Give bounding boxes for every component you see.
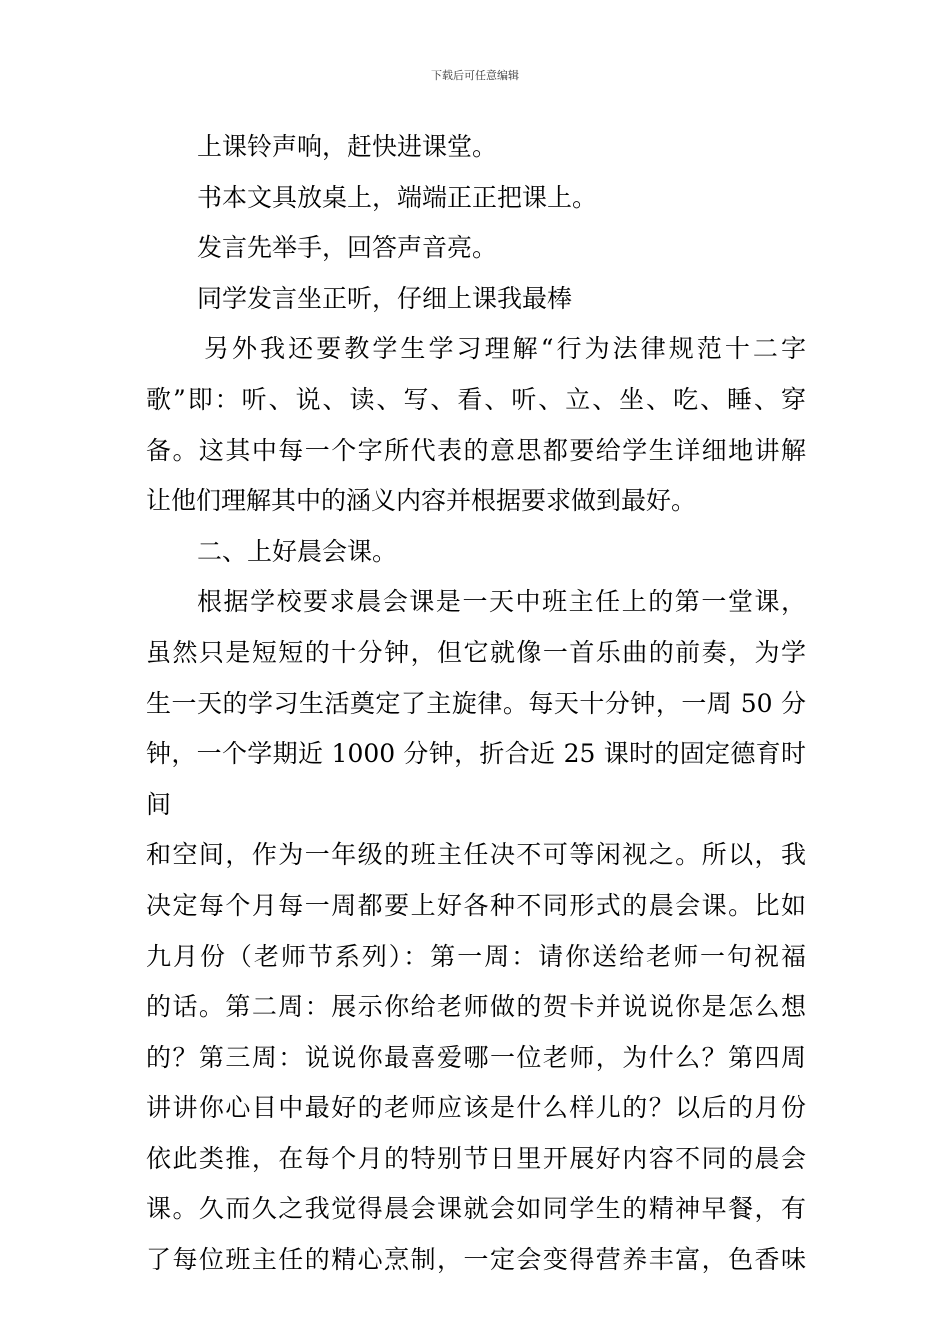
morning-paragraph-line: 虽然只是短短的十分钟，但它就像一首乐曲的前奏，为学 bbox=[146, 637, 806, 667]
morning-paragraph-line: 生一天的学习生活奠定了主旋律。每天十分钟，一周 50 分 bbox=[146, 688, 806, 718]
rules-paragraph-line: 备。这其中每一个字所代表的意思都要给学生详细地讲解 bbox=[146, 435, 806, 465]
morning-paragraph-line: 讲讲你心目中最好的老师应该是什么样儿的？以后的月份 bbox=[146, 1093, 806, 1123]
rules-paragraph-line: 让他们理解其中的涵义内容并根据要求做到最好。 bbox=[146, 486, 697, 516]
morning-paragraph-line: 决定每个月每一周都要上好各种不同形式的晨会课。比如 bbox=[146, 890, 806, 920]
rules-paragraph-line: 歌”即：听、说、读、写、看、听、立、坐、吃、睡、穿 bbox=[146, 384, 806, 414]
section-heading: 二、上好晨会课。 bbox=[197, 536, 398, 566]
document-body bbox=[146, 122, 806, 1286]
page-header-note: 下载后可任意编辑 bbox=[431, 69, 519, 82]
poem-line: 书本文具放桌上，端端正正把课上。 bbox=[197, 182, 598, 212]
morning-paragraph-line: 的？第三周：说说你最喜爱哪一位老师，为什么？第四周 bbox=[146, 1042, 806, 1072]
morning-paragraph-line: 依此类推，在每个月的特别节日里开展好内容不同的晨会 bbox=[146, 1143, 806, 1173]
morning-paragraph-line: 和空间，作为一年级的班主任决不可等闲视之。所以，我 bbox=[146, 840, 806, 870]
morning-paragraph-line: 九月份（老师节系列）：第一周：请你送给老师一句祝福 bbox=[146, 941, 806, 971]
morning-paragraph-line: 的话。第二周：展示你给老师做的贺卡并说说你是怎么想 bbox=[146, 992, 806, 1022]
morning-paragraph-line: 课。久而久之我觉得晨会课就会如同学生的精神早餐，有 bbox=[146, 1194, 806, 1224]
morning-paragraph-line: 钟，一个学期近 1000 分钟，折合近 25 课时的固定德育时间 bbox=[146, 739, 806, 819]
poem-line: 发言先举手，回答声音亮。 bbox=[197, 233, 498, 263]
poem-line: 同学发言坐正听，仔细上课我最棒 bbox=[197, 283, 573, 313]
poem-line: 上课铃声响，赶快进课堂。 bbox=[197, 132, 498, 161]
morning-paragraph-line: 了每位班主任的精心烹制，一定会变得营养丰富，色香味 bbox=[146, 1245, 806, 1275]
rules-paragraph-line: 另外我还要教学生学习理解“行为法律规范十二字 bbox=[204, 334, 806, 364]
morning-paragraph-line: 根据学校要求晨会课是一天中班主任上的第一堂课， bbox=[197, 587, 806, 617]
